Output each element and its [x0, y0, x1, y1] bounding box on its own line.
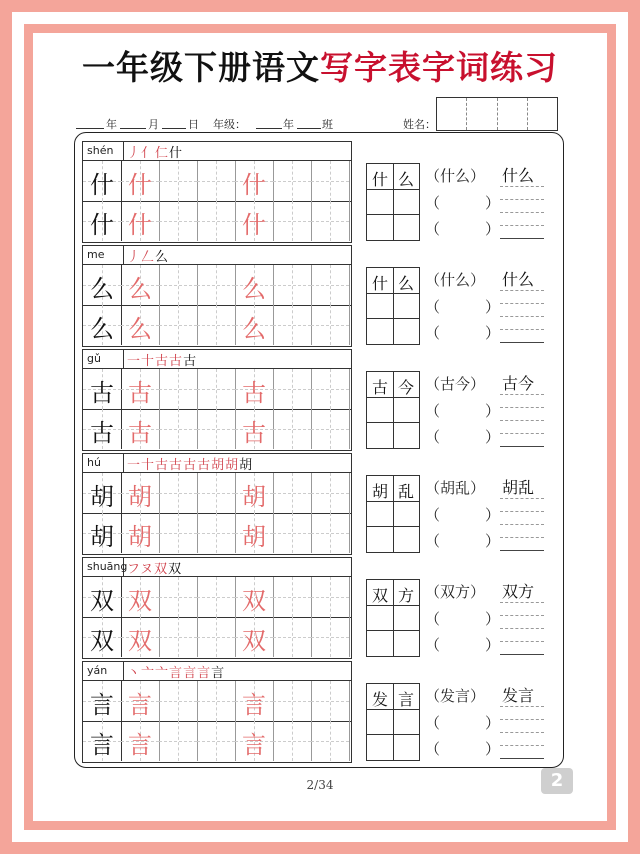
writing-row — [83, 369, 351, 410]
tian-grid-cell[interactable] — [197, 513, 236, 553]
tian-grid-cell[interactable] — [197, 721, 236, 761]
answer-line[interactable] — [500, 524, 544, 525]
day-label: 日 — [188, 118, 199, 131]
word-char: 今 — [397, 378, 414, 397]
empty-parentheses[interactable]: （ ） — [425, 402, 501, 420]
answer-line[interactable] — [500, 316, 544, 317]
trace-character: 古 — [242, 419, 266, 447]
model-character: 古 — [90, 379, 114, 407]
block-header — [83, 662, 351, 681]
word-char: 古 — [371, 378, 388, 397]
stroke-step: 丿 — [127, 250, 142, 265]
model-character: 古 — [90, 419, 114, 447]
tian-grid-cell[interactable] — [235, 265, 274, 305]
tian-grid-cell[interactable] — [121, 513, 160, 553]
trace-character: 么 — [128, 315, 152, 343]
tian-grid-cell[interactable] — [121, 201, 160, 241]
tian-grid-cell[interactable] — [273, 617, 312, 657]
tian-grid-cell[interactable] — [235, 681, 274, 721]
word-char: 双 — [371, 586, 388, 605]
stroke-step: 什 — [169, 146, 184, 161]
answer-line[interactable] — [500, 706, 544, 707]
tian-grid-cell[interactable] — [235, 721, 274, 761]
tian-grid-cell[interactable] — [197, 473, 236, 513]
writing-row — [83, 513, 351, 553]
empty-parentheses[interactable]: （ ） — [425, 636, 501, 654]
empty-parentheses[interactable]: （ ） — [425, 298, 501, 316]
stroke-step: 言 — [211, 666, 226, 681]
tian-grid-cell[interactable] — [121, 577, 160, 617]
trace-character: 么 — [242, 275, 266, 303]
answer-line[interactable] — [500, 719, 544, 720]
trace-character: 什 — [242, 211, 266, 239]
trace-character: 胡 — [128, 483, 152, 511]
tian-grid-cell[interactable] — [83, 369, 122, 409]
stroke-order — [127, 662, 225, 681]
tian-grid-cell[interactable] — [159, 513, 198, 553]
tian-grid-cell[interactable] — [121, 721, 160, 761]
month-label: 月 — [148, 118, 159, 131]
trace-character: 双 — [242, 627, 266, 655]
stroke-step: 仁 — [155, 146, 170, 161]
tian-grid-cell[interactable] — [159, 369, 198, 409]
tian-grid-cell[interactable] — [159, 201, 198, 241]
tian-grid-cell[interactable] — [83, 201, 122, 241]
word-char: 发 — [371, 690, 388, 709]
tian-grid-cell[interactable] — [159, 577, 198, 617]
word-char: 什 — [371, 170, 388, 189]
tian-grid-cell[interactable] — [121, 161, 160, 201]
name-label: 姓名： — [403, 118, 436, 131]
tian-grid-cell[interactable] — [235, 201, 274, 241]
tian-grid-cell[interactable] — [197, 369, 236, 409]
word-pinyin-prompt: （古今） — [425, 375, 486, 393]
grade-label: 年级： — [213, 118, 246, 131]
tian-grid-cell[interactable] — [273, 369, 312, 409]
tian-grid-cell[interactable] — [197, 681, 236, 721]
tian-grid-cell[interactable] — [121, 305, 160, 345]
stroke-order — [127, 142, 183, 161]
tian-grid-cell[interactable] — [83, 577, 122, 617]
character-block — [82, 141, 352, 243]
tian-grid-cell[interactable] — [311, 617, 350, 657]
tian-grid-cell[interactable] — [235, 409, 274, 449]
block-header — [83, 350, 351, 369]
answer-line[interactable] — [500, 238, 544, 239]
tian-grid-cell[interactable] — [197, 409, 236, 449]
tian-grid-cell[interactable] — [311, 721, 350, 761]
tian-grid-cell[interactable] — [311, 473, 350, 513]
tian-grid-cell[interactable] — [83, 681, 122, 721]
pinyin: shén — [87, 144, 114, 157]
model-character: 胡 — [90, 483, 114, 511]
character-block — [82, 349, 352, 451]
answer-line[interactable] — [500, 186, 544, 187]
empty-parentheses[interactable]: （ ） — [425, 740, 501, 758]
stroke-step: 丶 — [127, 666, 142, 681]
answer-line[interactable] — [500, 615, 544, 616]
tian-grid-cell[interactable] — [235, 473, 274, 513]
answer-line[interactable] — [500, 511, 544, 512]
character-block — [82, 661, 352, 763]
day-blank — [162, 128, 186, 129]
trace-character: 言 — [242, 731, 266, 759]
block-header — [83, 142, 351, 161]
answer-line[interactable] — [500, 498, 544, 499]
tian-grid-cell[interactable] — [83, 305, 122, 345]
tian-grid-cell[interactable] — [311, 305, 350, 345]
answer-line[interactable] — [500, 212, 544, 213]
trace-character: 胡 — [242, 483, 266, 511]
word-char: 言 — [397, 690, 414, 709]
answer-line[interactable] — [500, 537, 544, 538]
writing-row — [83, 409, 351, 449]
stroke-step: 古 — [155, 458, 170, 473]
trace-character: 胡 — [242, 523, 266, 551]
pinyin: hú — [87, 456, 101, 469]
answer-line[interactable] — [500, 407, 544, 408]
pinyin: gǔ — [87, 352, 101, 365]
tian-grid-cell[interactable] — [83, 721, 122, 761]
trace-character: 古 — [128, 379, 152, 407]
character-block — [82, 557, 352, 659]
trace-character: 古 — [128, 419, 152, 447]
writing-row — [83, 305, 351, 345]
tian-grid-cell[interactable] — [83, 265, 122, 305]
word-char: 乱 — [397, 482, 414, 501]
model-character: 么 — [90, 275, 114, 303]
answer-line[interactable] — [500, 199, 544, 200]
block-header — [83, 454, 351, 473]
stroke-step: 古 — [155, 354, 170, 369]
word-pinyin-prompt: （什么） — [425, 271, 486, 289]
tian-grid-cell[interactable] — [83, 161, 122, 201]
tian-grid-cell[interactable] — [197, 161, 236, 201]
tian-grid-cell[interactable] — [273, 577, 312, 617]
answer-line[interactable] — [500, 342, 544, 343]
word-char: 么 — [397, 170, 414, 189]
answer-line[interactable] — [500, 446, 544, 447]
tian-grid-cell[interactable] — [121, 369, 160, 409]
tian-grid-cell[interactable] — [159, 305, 198, 345]
name-grid[interactable] — [436, 97, 558, 131]
practice-sheet — [74, 132, 564, 768]
empty-parentheses[interactable]: （ ） — [425, 714, 501, 732]
trace-character: 双 — [128, 627, 152, 655]
pinyin: me — [87, 248, 105, 261]
tian-grid-cell[interactable] — [83, 473, 122, 513]
word-box[interactable] — [366, 267, 420, 345]
month-blank — [120, 128, 146, 129]
tian-grid-cell[interactable] — [121, 473, 160, 513]
tian-grid-cell[interactable] — [197, 577, 236, 617]
writing-row — [83, 201, 351, 241]
tian-grid-cell[interactable] — [273, 681, 312, 721]
tian-grid-cell[interactable] — [121, 265, 160, 305]
answer-line[interactable] — [500, 641, 544, 642]
stroke-step: 言 — [169, 666, 184, 681]
tian-grid-cell[interactable] — [273, 161, 312, 201]
tian-grid-cell[interactable] — [235, 577, 274, 617]
stroke-step: 胡 — [225, 458, 240, 473]
word-box[interactable] — [366, 683, 420, 761]
answer-line[interactable] — [500, 745, 544, 746]
word-pinyin-prompt: （什么） — [425, 167, 486, 185]
trace-character: 双 — [242, 587, 266, 615]
stroke-step: 言 — [183, 666, 198, 681]
answer-line[interactable] — [500, 628, 544, 629]
answer-line[interactable] — [500, 758, 544, 759]
tian-grid-cell[interactable] — [235, 369, 274, 409]
tian-grid-cell[interactable] — [197, 305, 236, 345]
tian-grid-cell[interactable] — [235, 513, 274, 553]
tian-grid-cell[interactable] — [273, 265, 312, 305]
stroke-order — [127, 454, 253, 473]
model-character: 双 — [90, 627, 114, 655]
tian-grid-cell[interactable] — [273, 305, 312, 345]
tian-grid-cell[interactable] — [121, 681, 160, 721]
answer-line[interactable] — [500, 329, 544, 330]
writing-row — [83, 617, 351, 657]
tian-grid-cell[interactable] — [159, 617, 198, 657]
answer-line[interactable] — [500, 654, 544, 655]
word-char: 胡 — [371, 482, 388, 501]
word-pinyin-prompt: （胡乱） — [425, 479, 486, 497]
stroke-step: フ — [127, 562, 141, 577]
tian-grid-cell[interactable] — [121, 617, 160, 657]
word-box[interactable] — [366, 163, 420, 241]
word-char: 什 — [371, 274, 388, 293]
stroke-step: 𠃋 — [141, 250, 156, 265]
stroke-step: 古 — [169, 354, 184, 369]
page-badge: 2 — [541, 768, 573, 794]
word-answer: 什么 — [502, 270, 535, 289]
model-character: 言 — [90, 691, 114, 719]
tian-grid-cell[interactable] — [235, 161, 274, 201]
writing-row — [83, 473, 351, 514]
block-header — [83, 558, 351, 577]
character-block — [82, 453, 352, 555]
answer-line[interactable] — [500, 225, 544, 226]
empty-parentheses[interactable]: （ ） — [425, 428, 501, 446]
stroke-step: 亻 — [141, 146, 156, 161]
answer-line[interactable] — [500, 550, 544, 551]
word-answer: 什么 — [502, 166, 535, 185]
writing-row — [83, 681, 351, 722]
tian-grid-cell[interactable] — [311, 409, 350, 449]
stroke-step: 胡 — [239, 458, 254, 473]
model-character: 言 — [90, 731, 114, 759]
trace-character: 么 — [128, 275, 152, 303]
empty-parentheses[interactable]: （ ） — [425, 194, 501, 212]
trace-character: 双 — [128, 587, 152, 615]
tian-grid-cell[interactable] — [83, 513, 122, 553]
model-character: 双 — [90, 587, 114, 615]
stroke-step: 十 — [141, 354, 156, 369]
tian-grid-cell[interactable] — [273, 473, 312, 513]
stroke-step: 古 — [197, 458, 212, 473]
stroke-step: 一 — [127, 354, 142, 369]
stroke-step: 亠 — [155, 666, 170, 681]
tian-grid-cell[interactable] — [273, 513, 312, 553]
tian-grid-cell[interactable] — [121, 409, 160, 449]
block-header — [83, 246, 351, 265]
trace-character: 什 — [128, 171, 152, 199]
tian-grid-cell[interactable] — [311, 161, 350, 201]
character-block — [82, 245, 352, 347]
grade-year-label: 年 — [283, 118, 294, 131]
tian-grid-cell[interactable] — [311, 577, 350, 617]
tian-grid-cell[interactable] — [159, 473, 198, 513]
writing-row — [83, 721, 351, 761]
grade-blank — [256, 128, 282, 129]
tian-grid-cell[interactable] — [311, 369, 350, 409]
tian-grid-cell[interactable] — [311, 265, 350, 305]
stroke-order — [127, 246, 169, 265]
stroke-step: 十 — [141, 458, 156, 473]
page-title — [33, 42, 607, 89]
tian-grid-cell[interactable] — [273, 201, 312, 241]
trace-character: 言 — [128, 731, 152, 759]
trace-character: 什 — [128, 211, 152, 239]
stroke-step: 双 — [154, 562, 169, 577]
writing-row — [83, 161, 351, 202]
stroke-step: 双 — [168, 562, 183, 577]
trace-character: 胡 — [128, 523, 152, 551]
trace-character: 古 — [242, 379, 266, 407]
empty-parentheses[interactable]: （ ） — [425, 610, 501, 628]
empty-parentheses[interactable]: （ ） — [425, 506, 501, 524]
answer-line[interactable] — [500, 290, 544, 291]
writing-row — [83, 577, 351, 618]
tian-grid-cell[interactable] — [159, 265, 198, 305]
pinyin: shuāng — [87, 560, 128, 573]
word-box[interactable] — [366, 371, 420, 449]
word-answer: 古今 — [502, 374, 535, 393]
word-answer: 发言 — [502, 686, 535, 705]
answer-line[interactable] — [500, 433, 544, 434]
pinyin: yán — [87, 664, 108, 677]
trace-character: 么 — [242, 315, 266, 343]
stroke-step: 亠 — [141, 666, 156, 681]
answer-line[interactable] — [500, 420, 544, 421]
word-box[interactable] — [366, 579, 420, 657]
trace-character: 言 — [128, 691, 152, 719]
year-label: 年 — [106, 118, 117, 131]
word-pinyin-prompt: （双方） — [425, 583, 486, 601]
word-pinyin-prompt: （发言） — [425, 687, 486, 705]
tian-grid-cell[interactable] — [311, 681, 350, 721]
trace-character: 什 — [242, 171, 266, 199]
tian-grid-cell[interactable] — [159, 161, 198, 201]
year-blank — [76, 128, 104, 129]
tian-grid-cell[interactable] — [311, 513, 350, 553]
word-char: 么 — [397, 274, 414, 293]
word-answer: 胡乱 — [502, 478, 535, 497]
tian-grid-cell[interactable] — [197, 265, 236, 305]
tian-grid-cell[interactable] — [235, 305, 274, 345]
answer-line[interactable] — [500, 303, 544, 304]
word-box[interactable] — [366, 475, 420, 553]
stroke-step: 一 — [127, 458, 142, 473]
stroke-order — [127, 350, 197, 369]
stroke-step: 言 — [197, 666, 212, 681]
class-label: 班 — [322, 118, 333, 131]
word-answer: 双方 — [502, 582, 535, 601]
title-red: 写字表字词练习 — [320, 48, 558, 87]
tian-grid-cell[interactable] — [311, 201, 350, 241]
trace-character: 言 — [242, 691, 266, 719]
tian-grid-cell[interactable] — [235, 617, 274, 657]
stroke-step: ヌ — [140, 562, 155, 577]
tian-grid-cell[interactable] — [83, 409, 122, 449]
model-character: 什 — [90, 211, 114, 239]
model-character: 什 — [90, 171, 114, 199]
tian-grid-cell[interactable] — [159, 721, 198, 761]
word-char: 方 — [397, 586, 414, 605]
model-character: 胡 — [90, 523, 114, 551]
answer-line[interactable] — [500, 602, 544, 603]
answer-line[interactable] — [500, 394, 544, 395]
tian-grid-cell[interactable] — [159, 409, 198, 449]
empty-parentheses[interactable]: （ ） — [425, 220, 501, 238]
stroke-step: 古 — [183, 354, 198, 369]
page-number: 2/34 — [306, 778, 334, 792]
tian-grid-cell[interactable] — [159, 681, 198, 721]
tian-grid-cell[interactable] — [197, 617, 236, 657]
stroke-step: 丿 — [127, 146, 142, 161]
stroke-step: 古 — [183, 458, 198, 473]
stroke-order — [127, 558, 182, 577]
tian-grid-cell[interactable] — [273, 721, 312, 761]
tian-grid-cell[interactable] — [273, 409, 312, 449]
answer-line[interactable] — [500, 732, 544, 733]
empty-parentheses[interactable]: （ ） — [425, 324, 501, 342]
stroke-step: 胡 — [211, 458, 226, 473]
stroke-step: 么 — [155, 250, 170, 265]
empty-parentheses[interactable]: （ ） — [425, 532, 501, 550]
model-character: 么 — [90, 315, 114, 343]
stroke-step: 古 — [169, 458, 184, 473]
tian-grid-cell[interactable] — [197, 201, 236, 241]
tian-grid-cell[interactable] — [83, 617, 122, 657]
title-black: 一年级下册语文 — [82, 48, 320, 87]
writing-row — [83, 265, 351, 306]
class-blank — [297, 128, 321, 129]
